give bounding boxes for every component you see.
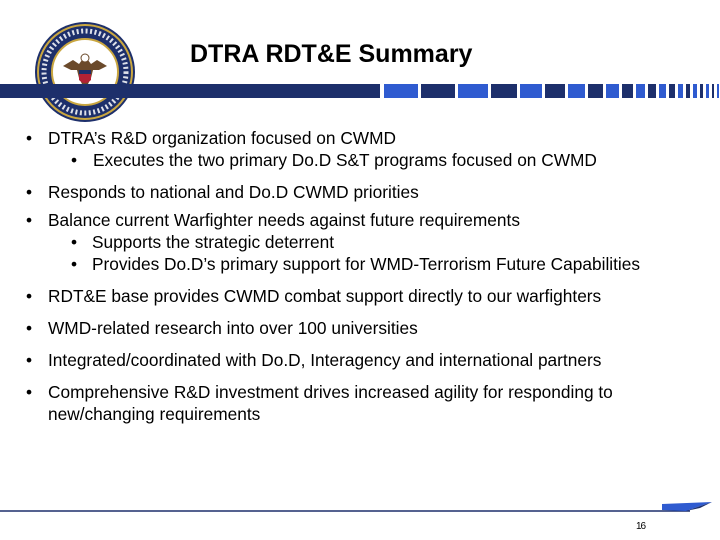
sub-bullet-item: • Supports the strategic deterrent <box>26 231 716 253</box>
page-number: 16 <box>636 521 646 532</box>
bullet-item: • Balance current Warfighter needs against future requirements <box>26 209 716 231</box>
sub-bullet-item: • Executes the two primary Do.D S&T programs focused on CWMD <box>26 149 716 171</box>
slide-title: DTRA RDT&E Summary <box>190 40 473 68</box>
bullet-item: • DTRA’s R&D organization focused on CWMD <box>26 127 716 149</box>
bullet-item: • Comprehensive R&D investment drives increased agility for responding to new/changing requirements <box>26 381 708 425</box>
bullet-item: • WMD-related research into over 100 universities <box>26 317 716 339</box>
bullet-item: • Integrated/coordinated with Do.D, Interagency and international partners <box>26 349 716 371</box>
bullet-item: • Responds to national and Do.D CWMD priorities <box>26 181 716 203</box>
footer-arrow-line <box>0 496 720 516</box>
bullet-item: • RDT&E base provides CWMD combat support directly to our warfighters <box>26 285 716 307</box>
dtra-seal-logo <box>33 20 137 124</box>
bullet-list <box>26 127 716 425</box>
header-divider-bar <box>0 84 720 98</box>
sub-bullet-item: • Provides Do.D’s primary support for WMD-Terrorism Future Capabilities <box>26 253 652 275</box>
